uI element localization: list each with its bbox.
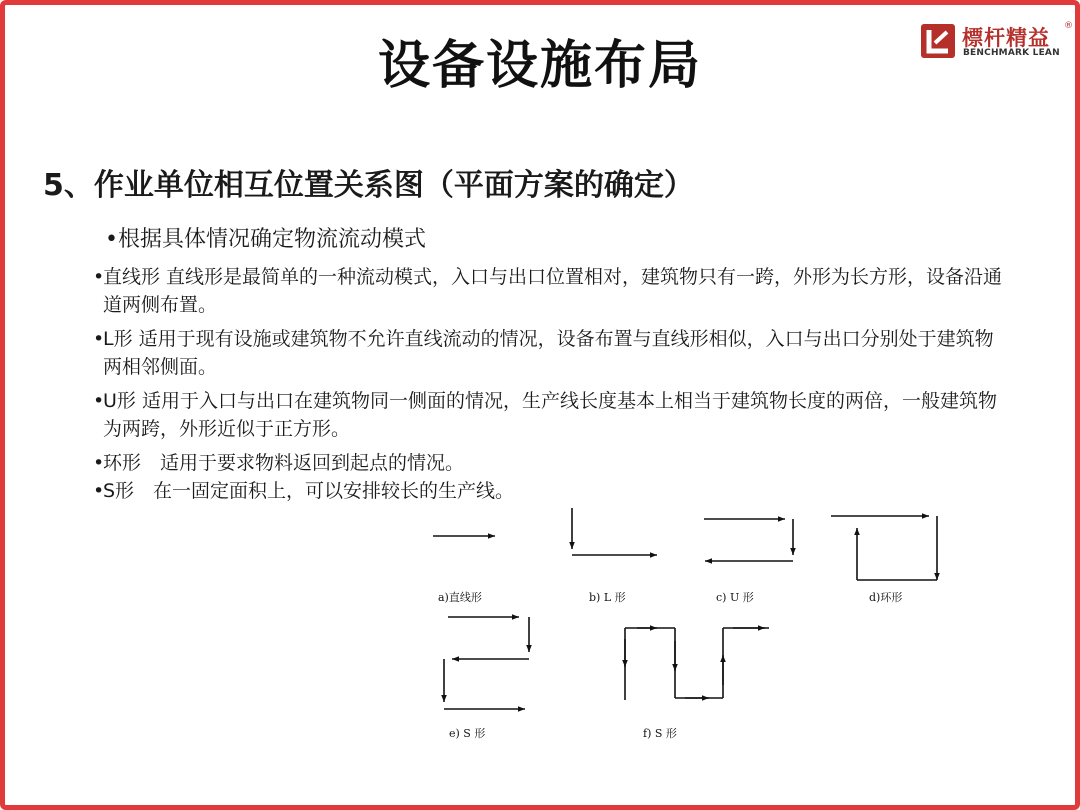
- bullet: •: [93, 328, 105, 350]
- list-item-text: S形 在一固定面积上，可以安排较长的生产线。: [103, 480, 515, 502]
- list-item-text: 直线形 直线形是最简单的一种流动模式，入口与出口位置相对，建筑物只有一跨，外形为长方形，设备沿通道两侧布置。: [103, 266, 1003, 316]
- list-item-text: U形 适用于入口与出口在建筑物同一侧面的情况，生产线长度基本上相当于建筑物长度的两倍，一般建筑物为两跨，外形近似于正方形。: [103, 390, 997, 440]
- bullet: •: [93, 390, 105, 412]
- bullet: •: [93, 480, 105, 502]
- s-flow-diagram-f: [625, 628, 769, 700]
- caption-e: e) S 形: [449, 727, 486, 740]
- section-heading: 5、作业单位相互位置关系图（平面方案的确定）: [43, 168, 694, 203]
- logo-name-cn: 標杆精益: [962, 26, 1050, 50]
- logo-name-en: BENCHMARK LEAN: [963, 48, 1060, 58]
- caption-f: f) S 形: [643, 727, 677, 740]
- s-flow-diagram-e: [444, 617, 529, 709]
- list-item-text: L形 适用于现有设施或建筑物不允许直线流动的情况，设备布置与直线形相似，入口与出口分别处于建筑物两相邻侧面。: [103, 328, 994, 378]
- u-flow-diagram: [704, 519, 793, 561]
- bullet: •: [93, 266, 105, 288]
- flow-pattern-diagrams: [5, 5, 1075, 805]
- logo-registered-mark: ®: [1064, 21, 1073, 31]
- sub-bullet: •根据具体情况确定物流流动模式: [105, 227, 426, 252]
- caption-d: d)环形: [869, 591, 903, 604]
- caption-a: a)直线形: [438, 591, 482, 604]
- ring-flow-diagram: [831, 516, 937, 580]
- caption-b: b) L 形: [589, 591, 626, 604]
- l-flow-diagram: [572, 508, 657, 555]
- list-item-text: 环形 适用于要求物料返回到起点的情况。: [103, 452, 465, 474]
- slide-title: 设备设施布局: [377, 36, 702, 96]
- caption-c: c) U 形: [716, 591, 754, 604]
- bullet: •: [93, 452, 105, 474]
